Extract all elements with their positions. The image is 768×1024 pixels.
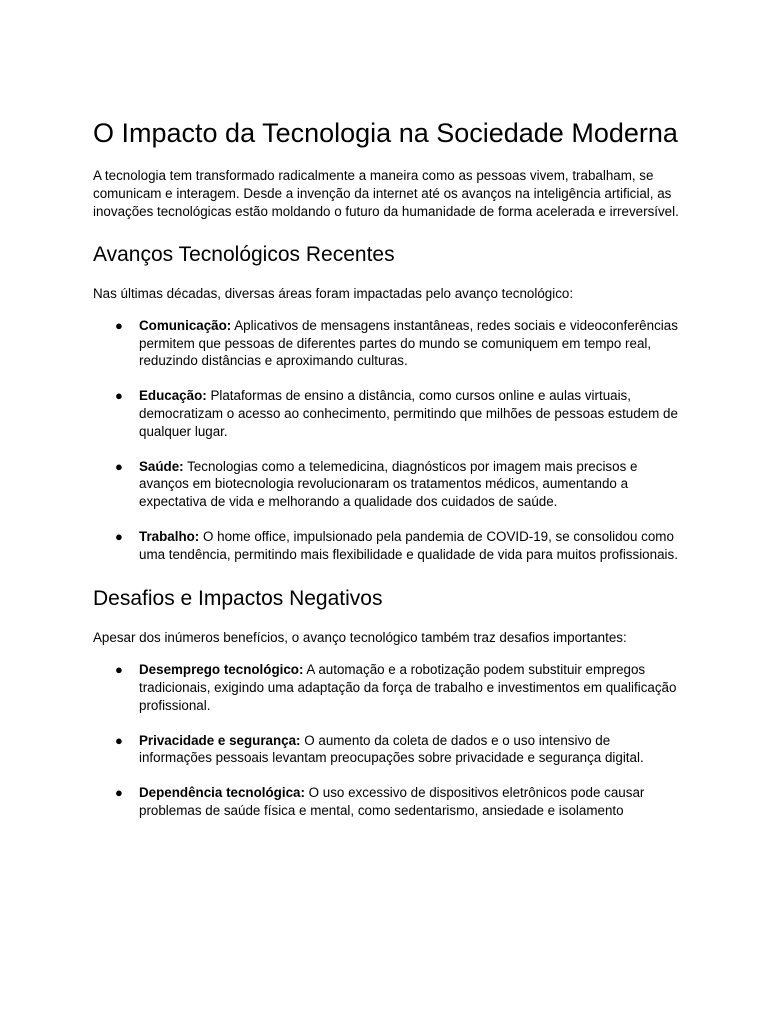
bullet-icon: ● bbox=[115, 785, 123, 801]
list-item bbox=[93, 732, 683, 767]
item-text: O aumento da coleta de dados e o uso intensivo de informações pessoais levantam preocupações sobre privacidade e segurança digital. bbox=[139, 732, 644, 766]
item-text: O uso excessivo de dispositivos eletrônicos pode causar problemas de saúde física e mental, como sedentarismo, ansiedade e isolamento bbox=[139, 785, 645, 819]
item-term: Privacidade e segurança: bbox=[139, 732, 301, 748]
list-desafios bbox=[93, 661, 683, 819]
intro-paragraph: A tecnologia tem transformado radicalmente a maneira como as pessoas vivem, trabalham, se comunicam e interagem. Desde a invenção da internet até os avanços na inteligência artificial, as inovações tecnológicas estão moldando o futuro da humanidade de forma acelerada e irreversível. bbox=[93, 168, 679, 219]
bullet-icon: ● bbox=[115, 662, 123, 678]
item-term: Comunicação: bbox=[139, 318, 232, 333]
bullet-icon: ● bbox=[115, 529, 123, 545]
item-text: Aplicativos de mensagens instantâneas, redes sociais e videoconferências permitem que pessoas de diferentes partes do mundo se comuniquem em tempo real, reduzindo distâncias e aproximando culturas. bbox=[139, 318, 678, 369]
bullet-icon: ● bbox=[115, 458, 123, 474]
section-lead-avancos: Nas últimas décadas, diversas áreas foram impactadas pelo avanço tecnológico: bbox=[93, 286, 574, 301]
list-item bbox=[93, 784, 683, 819]
list-item bbox=[93, 661, 683, 714]
item-term: Desemprego tecnológico: bbox=[139, 662, 304, 678]
section-lead-desafios: Apesar dos inúmeros benefícios, o avanço tecnológico também traz desafios importantes: bbox=[93, 630, 627, 646]
item-text: A automação e a robotização podem substituir empregos tradicionais, exigindo uma adaptação da força de trabalho e investimentos em qualificação profissional. bbox=[139, 662, 677, 713]
bullet-icon: ● bbox=[115, 732, 123, 748]
item-text: O home office, impulsionado pela pandemia de COVID-19, se consolidou como uma tendência, permitindo mais flexibilidade e qualidade de vida para muitos profissionais. bbox=[139, 529, 678, 562]
document-title: O Impacto da Tecnologia na Sociedade Moderna bbox=[93, 118, 678, 148]
list-item bbox=[93, 528, 683, 563]
item-term: Dependência tecnológica: bbox=[139, 785, 305, 801]
item-text: Plataformas de ensino a distância, como cursos online e aulas virtuais, democratizam o acesso ao conhecimento, permitindo que milhões de pessoas estudem de qualquer lugar. bbox=[139, 388, 678, 439]
list-item bbox=[93, 387, 683, 440]
item-term: Educação: bbox=[139, 388, 207, 404]
bullet-icon: ● bbox=[115, 388, 123, 404]
item-term: Trabalho: bbox=[139, 529, 200, 545]
bullet-icon: ● bbox=[115, 318, 123, 333]
document-page bbox=[93, 115, 683, 837]
section-heading-desafios: Desafios e Impactos Negativos bbox=[93, 587, 383, 611]
list-item bbox=[93, 458, 683, 511]
list-avancos bbox=[93, 317, 683, 563]
item-text: Tecnologias como a telemedicina, diagnósticos por imagem mais precisos e avanços em biotecnologia revolucionaram os tratamentos médicos, aumentando a expectativa de vida e melhorando a qualidade dos cuidados de saúde. bbox=[139, 458, 638, 509]
section-heading-avancos: Avanços Tecnológicos Recentes bbox=[93, 243, 395, 266]
item-term: Saúde: bbox=[139, 458, 184, 474]
list-item bbox=[93, 317, 683, 370]
